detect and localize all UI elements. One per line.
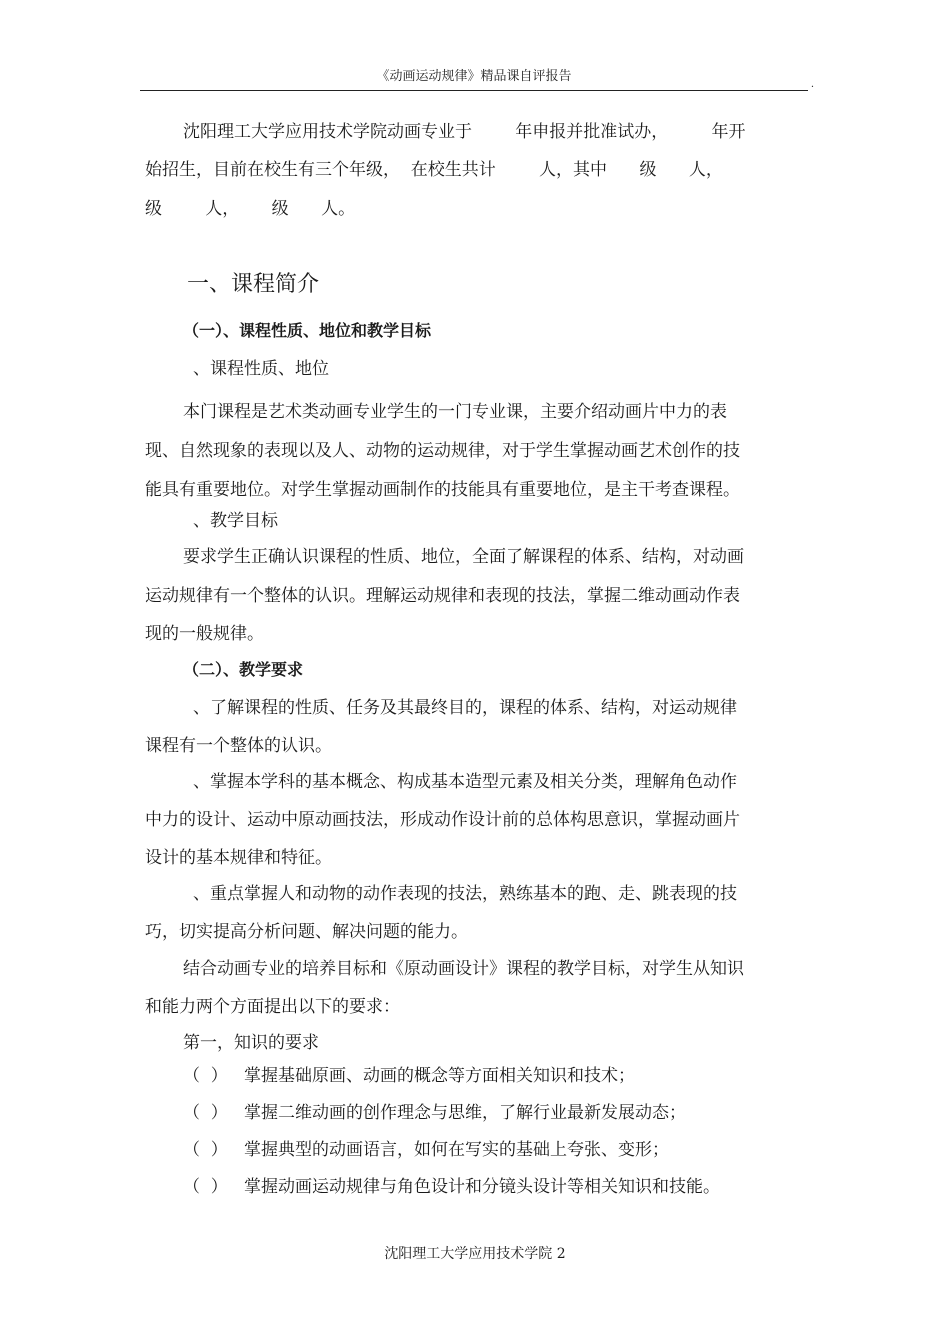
knowledge-item: （ ） 掌握二维动画的创作理念与思维，了解行业最新发展动态； (183, 1103, 687, 1123)
item-title-1: 、课程性质、地位 (193, 359, 329, 379)
knowledge-item: （ ） 掌握动画运动规律与角色设计和分镜头设计等相关知识和技能。 (183, 1177, 721, 1197)
req1-line-1: 、了解课程的性质、任务及其最终目的，课程的体系、结构，对运动规律 (193, 698, 737, 718)
para2-line-2: 运动规律有一个整体的认识。理解运动规律和表现的技法，掌握二维动画动作表 (145, 586, 740, 606)
para1-line-1: 本门课程是艺术类动画专业学生的一门专业课，主要介绍动画片中力的表 (183, 402, 727, 422)
page-number: 2 (556, 1246, 566, 1262)
section-title: 一、课程简介 (187, 272, 320, 297)
req2-line-3: 设计的基本规律和特征。 (145, 848, 332, 868)
para2-line-1: 要求学生正确认识课程的性质、地位，全面了解课程的体系、结构，对动画 (183, 547, 744, 567)
item-title-2: 、教学目标 (193, 511, 278, 531)
page-footer (0, 1244, 950, 1264)
req3-line-1: 、重点掌握人和动物的动作表现的技法，熟练基本的跑、走、跳表现的技 (193, 884, 737, 904)
header-mark: . (810, 79, 814, 90)
intro-line-1: 沈阳理工大学应用技术学院动画专业于 年申报并批准试办， 年开 (183, 122, 746, 142)
para2-line-3: 现的一般规律。 (145, 624, 264, 644)
para1-line-2: 现、自然现象的表现以及人、动物的运动规律，对于学生掌握动画艺术创作的技 (145, 441, 740, 461)
subsection-title-2: （二）、教学要求 (183, 660, 304, 679)
header-title: 《动画运动规律》精品课自评报告 (376, 69, 572, 84)
para3-line-1: 结合动画专业的培养目标和《原动画设计》课程的教学目标，对学生从知识 (183, 959, 744, 979)
knowledge-item: （ ） 掌握基础原画、动画的概念等方面相关知识和技术； (183, 1066, 636, 1086)
req2-line-2: 中力的设计、运动中原动画技法，形成动作设计前的总体构思意识，掌握动画片 (145, 810, 740, 830)
knowledge-item: （ ） 掌握典型的动画语言，如何在写实的基础上夸张、变形； (183, 1140, 670, 1160)
req1-line-2: 课程有一个整体的认识。 (145, 736, 332, 756)
para3-line-2: 和能力两个方面提出以下的要求： (145, 997, 400, 1017)
intro-line-2: 始招生，目前在校生有三个年级， 在校生共计 人，其中 级 人， (145, 160, 723, 180)
req2-line-1: 、掌握本学科的基本概念、构成基本造型元素及相关分类，理解角色动作 (193, 772, 737, 792)
para1-line-3: 能具有重要地位。对学生掌握动画制作的技能具有重要地位，是主干考查课程。 (145, 480, 740, 500)
knowledge-title: 第一，知识的要求 (183, 1033, 319, 1053)
req3-line-2: 巧，切实提高分析问题、解决问题的能力。 (145, 922, 468, 942)
page-header (140, 68, 814, 91)
footer-text: 沈阳理工大学应用技术学院 (384, 1246, 553, 1262)
intro-line-3: 级 人， 级 人。 (145, 199, 356, 219)
subsection-title-1: （一）、课程性质、地位和教学目标 (183, 321, 432, 340)
